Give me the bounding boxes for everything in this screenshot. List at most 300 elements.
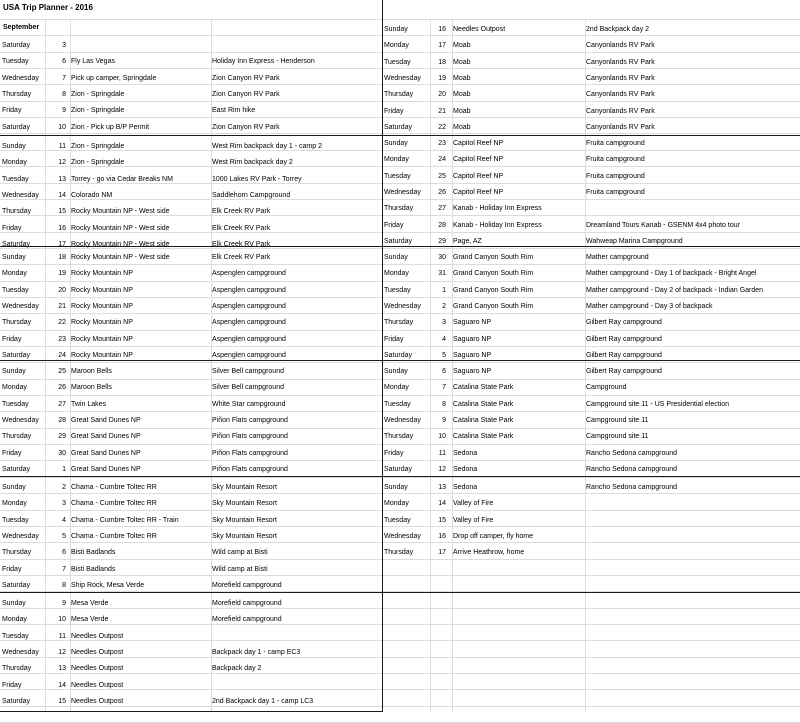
accommodation-cell[interactable]: Fruita campground xyxy=(586,140,645,147)
day-name[interactable]: Monday xyxy=(2,270,27,277)
accommodation-cell[interactable]: Fruita campground xyxy=(586,156,645,163)
day-number[interactable]: 7 xyxy=(442,384,446,391)
day-number[interactable]: 17 xyxy=(438,549,446,556)
day-number[interactable]: 16 xyxy=(438,26,446,33)
day-number[interactable]: 29 xyxy=(58,433,66,440)
day-number[interactable]: 5 xyxy=(62,533,66,540)
day-number[interactable]: 12 xyxy=(58,159,66,166)
day-number[interactable]: 31 xyxy=(438,270,446,277)
accommodation-cell[interactable]: Silver Bell campground xyxy=(212,368,284,375)
accommodation-cell[interactable]: Aspenglen campground xyxy=(212,270,286,277)
accommodation-cell[interactable]: Rancho Sedona campground xyxy=(586,484,678,491)
activity-cell[interactable]: Moab xyxy=(453,108,471,115)
activity-cell[interactable]: Maroon Bells xyxy=(71,384,112,391)
accommodation-cell[interactable]: East Rim hike xyxy=(212,107,256,114)
day-number[interactable]: 15 xyxy=(58,698,66,705)
day-number[interactable]: 2 xyxy=(442,303,446,310)
day-number[interactable]: 30 xyxy=(58,450,66,457)
day-name[interactable]: Monday xyxy=(2,384,27,391)
accommodation-cell[interactable]: Zion Canyon RV Park xyxy=(212,124,280,131)
activity-cell[interactable]: Ship Rock, Mesa Verde xyxy=(71,582,145,589)
accommodation-cell[interactable]: Canyonlands RV Park xyxy=(586,124,655,131)
day-name[interactable]: Saturday xyxy=(2,466,31,473)
day-number[interactable]: 15 xyxy=(438,517,446,524)
activity-cell[interactable]: Moab xyxy=(453,91,471,98)
activity-cell[interactable]: Grand Canyon South Rim xyxy=(453,303,534,310)
grid-line-horizontal xyxy=(0,19,800,20)
accommodation-cell[interactable] xyxy=(586,496,798,512)
day-number[interactable]: 18 xyxy=(438,59,446,66)
day-number[interactable]: 29 xyxy=(438,238,446,245)
accommodation-cell[interactable]: Sky Mountain Resort xyxy=(212,500,277,507)
activity-cell[interactable]: Pick up camper, Springdale xyxy=(71,75,157,82)
accommodation-cell[interactable]: Canyonlands RV Park xyxy=(586,108,655,115)
day-number[interactable]: 19 xyxy=(58,270,66,277)
accommodation-cell[interactable]: Elk Creek RV Park xyxy=(212,225,271,232)
accommodation-cell[interactable] xyxy=(586,513,798,529)
accommodation-cell[interactable]: Backpack day 2 xyxy=(212,665,262,672)
day-number[interactable]: 7 xyxy=(62,566,66,573)
accommodation-cell[interactable]: Dreamland Tours Kanab - GSENM 4x4 photo tour xyxy=(586,222,740,229)
accommodation-cell[interactable]: Piñon Flats campground xyxy=(212,450,288,457)
activity-cell[interactable]: Saguaro NP xyxy=(453,336,492,343)
activity-cell[interactable]: Great Sand Dunes NP xyxy=(71,466,141,473)
activity-cell[interactable]: Grand Canyon South Rim xyxy=(453,287,534,294)
accommodation-cell[interactable]: Piñon Flats campground xyxy=(212,466,288,473)
activity-cell[interactable] xyxy=(71,38,209,54)
day-number[interactable]: 13 xyxy=(58,176,66,183)
activity-cell[interactable]: Colorado NM xyxy=(71,192,113,199)
day-name[interactable]: Sunday xyxy=(384,484,408,491)
activity-cell[interactable]: Moab xyxy=(453,75,471,82)
day-number[interactable]: 3 xyxy=(442,319,446,326)
activity-cell[interactable]: Rocky Mountain NP xyxy=(71,352,133,359)
day-name[interactable]: Wednesday xyxy=(2,192,39,199)
activity-cell[interactable]: Rocky Mountain NP xyxy=(71,303,133,310)
activity-cell[interactable]: Great Sand Dunes NP xyxy=(71,433,141,440)
activity-cell[interactable]: Maroon Bells xyxy=(71,368,112,375)
activity-cell[interactable]: Sedona xyxy=(453,484,478,491)
activity-cell[interactable]: Rocky Mountain NP xyxy=(71,270,133,277)
day-number[interactable]: 9 xyxy=(62,600,66,607)
day-number[interactable]: 14 xyxy=(58,192,66,199)
accommodation-cell[interactable]: Mather campground - Day 3 of backpack xyxy=(586,303,713,310)
day-number[interactable]: 21 xyxy=(438,108,446,115)
day-name[interactable]: Sunday xyxy=(384,254,408,261)
day-name[interactable]: Sunday xyxy=(2,254,26,261)
activity-cell[interactable]: Zion - Springdale xyxy=(71,143,125,150)
day-name[interactable]: Sunday xyxy=(2,143,26,150)
activity-cell[interactable]: Saguaro NP xyxy=(453,368,492,375)
week-border-line xyxy=(382,0,383,712)
day-name[interactable]: Tuesday xyxy=(2,517,29,524)
accommodation-cell[interactable]: Silver Bell campground xyxy=(212,384,284,391)
accommodation-cell[interactable]: Piñon Flats campground xyxy=(212,417,288,424)
activity-cell[interactable]: Grand Canyon South Rim xyxy=(453,270,534,277)
day-name[interactable]: Saturday xyxy=(2,124,31,131)
activity-cell[interactable]: Needles Outpost xyxy=(71,633,124,640)
day-name[interactable]: Friday xyxy=(2,107,22,114)
day-name[interactable]: Saturday xyxy=(384,466,413,473)
day-name[interactable]: Thursday xyxy=(2,433,32,440)
day-name[interactable]: Monday xyxy=(2,500,27,507)
accommodation-cell[interactable]: Morefield campground xyxy=(212,616,282,623)
day-name[interactable]: Monday xyxy=(384,500,409,507)
accommodation-cell[interactable]: Wild camp at Bisti xyxy=(212,549,268,556)
accommodation-cell[interactable]: Fruita campground xyxy=(586,173,645,180)
accommodation-cell[interactable]: Elk Creek RV Park xyxy=(212,208,271,215)
day-name[interactable]: Sunday xyxy=(384,140,408,147)
accommodation-cell[interactable]: Campground site 11 xyxy=(586,417,649,424)
activity-cell[interactable]: Needles Outpost xyxy=(71,665,124,672)
day-name[interactable]: Saturday xyxy=(2,582,31,589)
day-number[interactable]: 25 xyxy=(58,368,66,375)
day-name[interactable]: Thursday xyxy=(2,665,32,672)
day-name[interactable]: Tuesday xyxy=(2,633,29,640)
activity-cell[interactable]: Catalina State Park xyxy=(453,384,514,391)
day-number[interactable]: 28 xyxy=(58,417,66,424)
day-number[interactable]: 13 xyxy=(438,484,446,491)
day-number[interactable]: 18 xyxy=(58,254,66,261)
accommodation-cell[interactable]: Wild camp at Bisti xyxy=(212,566,268,573)
accommodation-cell[interactable]: Backpack day 1 - camp EC3 xyxy=(212,649,301,656)
accommodation-cell[interactable]: 1000 Lakes RV Park - Torrey xyxy=(212,176,302,183)
activity-cell[interactable]: Rocky Mountain NP - West side xyxy=(71,225,170,232)
accommodation-cell[interactable]: 2nd Backpack day 2 xyxy=(586,26,650,33)
day-name[interactable]: Friday xyxy=(384,336,404,343)
day-number[interactable]: 20 xyxy=(438,91,446,98)
day-name[interactable]: Tuesday xyxy=(384,287,411,294)
day-name[interactable]: Saturday xyxy=(384,124,413,131)
day-number[interactable]: 14 xyxy=(58,682,66,689)
day-name[interactable]: Wednesday xyxy=(384,303,421,310)
activity-cell[interactable]: Rocky Mountain NP xyxy=(71,287,133,294)
day-name[interactable]: Saturday xyxy=(2,241,31,248)
day-name[interactable]: Thursday xyxy=(384,205,414,212)
activity-cell[interactable]: Rocky Mountain NP xyxy=(71,319,133,326)
activity-cell[interactable]: Great Sand Dunes NP xyxy=(71,450,141,457)
day-number[interactable]: 1 xyxy=(442,287,446,294)
accommodation-cell[interactable]: Campground xyxy=(586,384,627,391)
day-name[interactable]: Wednesday xyxy=(384,189,421,196)
day-number[interactable]: 27 xyxy=(58,401,66,408)
activity-cell[interactable]: Sedona xyxy=(453,466,478,473)
day-number[interactable]: 2 xyxy=(62,484,66,491)
day-name[interactable]: Thursday xyxy=(2,319,32,326)
day-number[interactable]: 15 xyxy=(58,208,66,215)
day-name[interactable]: Wednesday xyxy=(2,417,39,424)
accommodation-cell[interactable]: Gilbert Ray campground xyxy=(586,336,662,343)
day-name[interactable]: Monday xyxy=(384,156,409,163)
accommodation-cell[interactable]: Sky Mountain Resort xyxy=(212,533,277,540)
day-number[interactable]: 16 xyxy=(58,225,66,232)
day-name[interactable]: Sunday xyxy=(384,368,408,375)
day-name[interactable]: Tuesday xyxy=(2,58,29,65)
activity-cell[interactable]: Rocky Mountain NP - West side xyxy=(71,208,170,215)
accommodation-cell[interactable]: Aspenglen campground xyxy=(212,287,286,294)
activity-cell[interactable]: Kanab - Holiday Inn Express xyxy=(453,205,542,212)
day-number[interactable]: 21 xyxy=(58,303,66,310)
day-name[interactable]: Sunday xyxy=(384,26,408,33)
accommodation-cell[interactable]: Saddlehorn Campground xyxy=(212,192,291,199)
activity-cell[interactable]: Mesa Verde xyxy=(71,616,109,623)
accommodation-cell[interactable]: Aspenglen campground xyxy=(212,303,286,310)
activity-cell[interactable]: Saguaro NP xyxy=(453,352,492,359)
activity-cell[interactable]: Zion - Pick up B/P Permit xyxy=(71,124,150,131)
day-number[interactable]: 17 xyxy=(58,241,66,248)
activity-cell[interactable]: Chama - Cumbre Toltec RR - Train xyxy=(71,517,179,524)
accommodation-cell[interactable]: 2nd Backpack day 1 - camp LC3 xyxy=(212,698,314,705)
day-number[interactable]: 28 xyxy=(438,222,446,229)
day-number[interactable]: 6 xyxy=(62,58,66,65)
day-number[interactable]: 17 xyxy=(438,42,446,49)
activity-cell[interactable]: Mesa Verde xyxy=(71,600,109,607)
day-number[interactable]: 4 xyxy=(62,517,66,524)
day-name[interactable]: Sunday xyxy=(2,484,26,491)
day-number[interactable]: 20 xyxy=(58,287,66,294)
activity-cell[interactable]: Valley of Fire xyxy=(453,500,494,507)
day-name[interactable]: Thursday xyxy=(2,208,32,215)
day-name[interactable]: Wednesday xyxy=(2,533,39,540)
day-number[interactable]: 8 xyxy=(62,582,66,589)
accommodation-cell[interactable]: Sky Mountain Resort xyxy=(212,484,277,491)
day-name[interactable]: Friday xyxy=(2,336,22,343)
activity-cell[interactable]: Capitol Reef NP xyxy=(453,173,504,180)
activity-cell[interactable]: Great Sand Dunes NP xyxy=(71,417,141,424)
activity-cell[interactable]: Fly Las Vegas xyxy=(71,58,115,65)
accommodation-cell[interactable] xyxy=(212,678,380,694)
day-number[interactable]: 8 xyxy=(442,401,446,408)
activity-cell[interactable]: Needles Outpost xyxy=(71,649,124,656)
day-number[interactable]: 30 xyxy=(438,254,446,261)
activity-cell[interactable]: Torrey - go via Cedar Breaks NM xyxy=(71,176,173,183)
day-name[interactable]: Tuesday xyxy=(384,59,411,66)
day-name[interactable]: Wednesday xyxy=(2,75,39,82)
day-name[interactable]: Tuesday xyxy=(2,401,29,408)
activity-cell[interactable]: Capitol Reef NP xyxy=(453,140,504,147)
day-name[interactable]: Tuesday xyxy=(2,287,29,294)
activity-cell[interactable]: Zion - Springdale xyxy=(71,107,125,114)
activity-cell[interactable]: Needles Outpost xyxy=(71,682,124,689)
accommodation-cell[interactable]: Piñon Flats campground xyxy=(212,433,288,440)
day-number[interactable]: 3 xyxy=(62,500,66,507)
accommodation-cell[interactable] xyxy=(586,529,798,545)
day-name[interactable]: Wednesday xyxy=(2,303,39,310)
activity-cell[interactable]: Sedona xyxy=(453,450,478,457)
day-number[interactable]: 4 xyxy=(442,336,446,343)
activity-cell[interactable]: Page, AZ xyxy=(453,238,482,245)
day-number[interactable]: 8 xyxy=(62,91,66,98)
day-name[interactable]: Wednesday xyxy=(384,417,421,424)
sheet-title: USA Trip Planner - 2016 xyxy=(3,3,93,12)
day-number[interactable]: 12 xyxy=(58,649,66,656)
day-name[interactable]: Wednesday xyxy=(384,533,421,540)
activity-cell[interactable]: Zion - Springdale xyxy=(71,159,125,166)
activity-cell[interactable]: Chama - Cumbre Toltec RR xyxy=(71,533,157,540)
day-name[interactable]: Friday xyxy=(2,682,22,689)
day-number[interactable]: 9 xyxy=(442,417,446,424)
day-number[interactable]: 16 xyxy=(438,533,446,540)
activity-cell[interactable]: Chama - Cumbre Toltec RR xyxy=(71,484,157,491)
accommodation-cell[interactable]: Canyonlands RV Park xyxy=(586,75,655,82)
activity-cell[interactable]: Moab xyxy=(453,59,471,66)
accommodation-cell[interactable]: Gilbert Ray campground xyxy=(586,352,662,359)
day-number[interactable]: 6 xyxy=(62,549,66,556)
day-number[interactable]: 1 xyxy=(62,466,66,473)
accommodation-cell[interactable]: Wahweap Marina Campground xyxy=(586,238,683,245)
accommodation-cell[interactable]: Campground site 11 - US Presidential election xyxy=(586,401,730,408)
accommodation-cell[interactable]: West Rim backpack day 1 - camp 2 xyxy=(212,143,322,150)
accommodation-cell[interactable]: Sky Mountain Resort xyxy=(212,517,277,524)
activity-cell[interactable]: Capitol Reef NP xyxy=(453,189,504,196)
day-number[interactable]: 24 xyxy=(58,352,66,359)
day-number[interactable]: 13 xyxy=(58,665,66,672)
day-name[interactable]: Wednesday xyxy=(384,75,421,82)
accommodation-cell[interactable]: White Star campground xyxy=(212,401,286,408)
activity-cell[interactable]: Saguaro NP xyxy=(453,319,492,326)
day-number[interactable]: 12 xyxy=(438,466,446,473)
accommodation-cell[interactable] xyxy=(586,201,798,217)
activity-cell[interactable]: Catalina State Park xyxy=(453,433,514,440)
accommodation-cell[interactable] xyxy=(212,629,380,645)
day-number[interactable]: 11 xyxy=(58,143,66,150)
activity-cell[interactable]: Valley of Fire xyxy=(453,517,494,524)
activity-cell[interactable]: Chama - Cumbre Toltec RR xyxy=(71,500,157,507)
accommodation-cell[interactable]: Canyonlands RV Park xyxy=(586,59,655,66)
activity-cell[interactable]: Catalina State Park xyxy=(453,417,514,424)
day-name[interactable]: Monday xyxy=(2,159,27,166)
day-name[interactable]: Monday xyxy=(384,42,409,49)
day-number[interactable]: 25 xyxy=(438,173,446,180)
day-name[interactable]: Monday xyxy=(384,270,409,277)
day-name[interactable]: Friday xyxy=(384,222,404,229)
activity-cell[interactable]: Bisti Badlands xyxy=(71,566,116,573)
day-name[interactable]: Monday xyxy=(384,384,409,391)
day-number[interactable]: 23 xyxy=(58,336,66,343)
accommodation-cell[interactable]: Rancho Sedona campground xyxy=(586,466,678,473)
day-name[interactable]: Wednesday xyxy=(2,649,39,656)
accommodation-cell[interactable]: Morefield campground xyxy=(212,600,282,607)
day-name[interactable]: Saturday xyxy=(384,352,413,359)
activity-cell[interactable]: Moab xyxy=(453,124,471,131)
day-name[interactable]: Sunday xyxy=(2,368,26,375)
activity-cell[interactable]: Capitol Reef NP xyxy=(453,156,504,163)
day-number[interactable]: 24 xyxy=(438,156,446,163)
activity-cell[interactable]: Arrive Heathrow, home xyxy=(453,549,525,556)
activity-cell[interactable]: Catalina State Park xyxy=(453,401,514,408)
day-name[interactable]: Saturday xyxy=(2,42,31,49)
day-name[interactable]: Friday xyxy=(2,566,22,573)
accommodation-cell[interactable]: Morefield campground xyxy=(212,582,282,589)
accommodation-cell[interactable]: Fruita campground xyxy=(586,189,645,196)
activity-cell[interactable]: Grand Canyon South Rim xyxy=(453,254,534,261)
day-number[interactable]: 26 xyxy=(58,384,66,391)
day-name[interactable]: Tuesday xyxy=(384,401,411,408)
day-name[interactable]: Thursday xyxy=(2,549,32,556)
day-number[interactable]: 27 xyxy=(438,205,446,212)
accommodation-cell[interactable]: Zion Canyon RV Park xyxy=(212,91,280,98)
accommodation-cell[interactable]: Elk Creek RV Park xyxy=(212,241,271,248)
day-name[interactable]: Friday xyxy=(384,450,404,457)
day-number[interactable]: 10 xyxy=(438,433,446,440)
day-number[interactable]: 22 xyxy=(438,124,446,131)
accommodation-cell[interactable]: West Rim backpack day 2 xyxy=(212,159,293,166)
accommodation-cell[interactable]: Campground site 11 xyxy=(586,433,649,440)
accommodation-cell[interactable]: Aspenglen campground xyxy=(212,352,286,359)
day-number[interactable]: 14 xyxy=(438,500,446,507)
day-number[interactable]: 9 xyxy=(62,107,66,114)
activity-cell[interactable]: Kanab - Holiday Inn Express xyxy=(453,222,542,229)
accommodation-cell[interactable]: Elk Creek RV Park xyxy=(212,254,271,261)
accommodation-cell[interactable]: Aspenglen campground xyxy=(212,319,286,326)
accommodation-cell[interactable]: Zion Canyon RV Park xyxy=(212,75,280,82)
day-number[interactable]: 6 xyxy=(442,368,446,375)
day-name[interactable]: Friday xyxy=(2,450,22,457)
day-number[interactable]: 10 xyxy=(58,124,66,131)
activity-cell[interactable]: Rocky Mountain NP xyxy=(71,336,133,343)
day-name[interactable]: Thursday xyxy=(384,433,414,440)
accommodation-cell[interactable]: Canyonlands RV Park xyxy=(586,91,655,98)
month-header: September xyxy=(3,24,40,31)
day-name[interactable]: Tuesday xyxy=(384,517,411,524)
accommodation-cell[interactable]: Holiday Inn Express - Henderson xyxy=(212,58,315,65)
day-name[interactable]: Thursday xyxy=(384,319,414,326)
accommodation-cell[interactable]: Gilbert Ray campground xyxy=(586,319,662,326)
day-number[interactable]: 10 xyxy=(58,616,66,623)
day-number[interactable]: 19 xyxy=(438,75,446,82)
activity-cell[interactable]: Needles Outpost xyxy=(453,26,506,33)
activity-cell[interactable]: Rocky Mountain NP - West side xyxy=(71,241,170,248)
day-name[interactable]: Friday xyxy=(384,108,404,115)
activity-cell[interactable]: Needles Outpost xyxy=(71,698,124,705)
day-number[interactable]: 11 xyxy=(438,450,446,457)
day-name[interactable]: Friday xyxy=(2,225,22,232)
day-number[interactable]: 22 xyxy=(58,319,66,326)
activity-cell[interactable]: Zion - Springdale xyxy=(71,91,125,98)
day-number[interactable]: 3 xyxy=(62,42,66,49)
activity-cell[interactable]: Twin Lakes xyxy=(71,401,107,408)
accommodation-cell[interactable]: Gilbert Ray campground xyxy=(586,368,662,375)
day-name[interactable]: Monday xyxy=(2,616,27,623)
accommodation-cell[interactable]: Canyonlands RV Park xyxy=(586,42,655,49)
day-name[interactable]: Tuesday xyxy=(384,173,411,180)
day-number[interactable]: 5 xyxy=(442,352,446,359)
accommodation-cell[interactable]: Mather campground - Day 1 of backpack - Bright Angel xyxy=(586,270,757,277)
accommodation-cell[interactable] xyxy=(212,38,380,54)
day-number[interactable]: 23 xyxy=(438,140,446,147)
day-name[interactable]: Saturday xyxy=(384,238,413,245)
activity-cell[interactable]: Bisti Badlands xyxy=(71,549,116,556)
accommodation-cell[interactable] xyxy=(586,545,798,561)
accommodation-cell[interactable]: Aspenglen campground xyxy=(212,336,286,343)
day-name[interactable]: Thursday xyxy=(2,91,32,98)
day-number[interactable]: 26 xyxy=(438,189,446,196)
activity-cell[interactable]: Moab xyxy=(453,42,471,49)
day-number[interactable]: 11 xyxy=(58,633,66,640)
activity-cell[interactable]: Drop off camper, fly home xyxy=(453,533,534,540)
day-number[interactable]: 7 xyxy=(62,75,66,82)
accommodation-cell[interactable]: Mather campground - Day 2 of backpack - Indian Garden xyxy=(586,287,764,294)
day-name[interactable]: Saturday xyxy=(2,698,31,705)
day-name[interactable]: Sunday xyxy=(2,600,26,607)
accommodation-cell[interactable]: Rancho Sedona campground xyxy=(586,450,678,457)
day-name[interactable]: Thursday xyxy=(384,549,414,556)
day-name[interactable]: Thursday xyxy=(384,91,414,98)
day-name[interactable]: Saturday xyxy=(2,352,31,359)
activity-cell[interactable]: Rocky Mountain NP - West side xyxy=(71,254,170,261)
accommodation-cell[interactable]: Mather campground xyxy=(586,254,649,261)
day-name[interactable]: Tuesday xyxy=(2,176,29,183)
